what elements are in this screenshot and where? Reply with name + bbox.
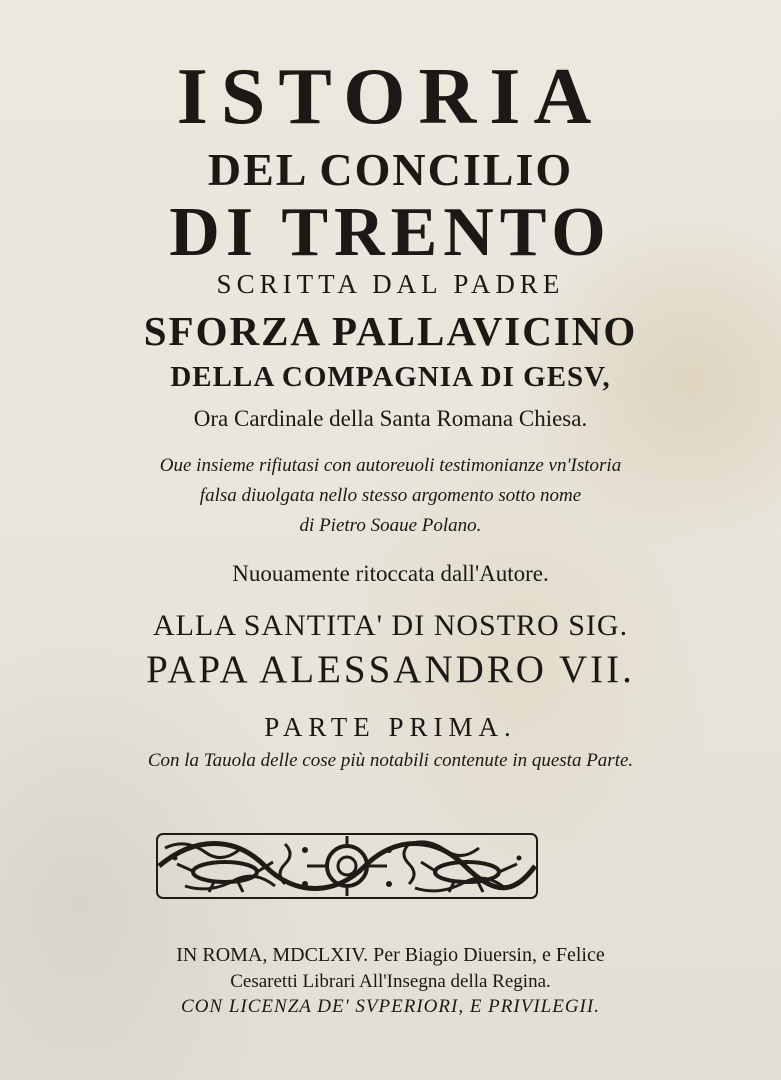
dedication-line-2: PAPA ALESSANDRO VII. [146,648,635,691]
description-line-2: falsa diuolgata nello stesso argomento sotto nome [199,485,582,506]
contents-note: Con la Tauola delle cose più notabili contenute in questa Parte. [147,750,634,771]
part-label: PARTE PRIMA. [264,712,517,742]
author-status: Ora Cardinale della Santa Romana Chiesa. [193,406,588,431]
written-by: SCRITTA DAL PADRE [216,269,565,299]
woodcut-ornament-icon [155,828,539,904]
revision-note: Nuouamente ritoccata dall'Autore. [232,561,549,586]
title-line-1: ISTORIA [176,53,605,141]
title-line-2: DEL CONCILIO [207,144,574,195]
imprint-line-1: IN ROMA, MDCLXIV. Per Biagio Diuersin, e Felice [176,944,605,966]
author-name: SFORZA PALLAVICINO [143,308,638,354]
title-line-3: DI TRENTO [169,194,612,271]
description-line-3: di Pietro Soaue Polano. [299,515,482,536]
author-order: DELLA COMPAGNIA DI GESV, [170,361,611,393]
description-line-1: Oue insieme rifiutasi con autoreuoli testimonianze vn'Istoria [159,455,622,476]
dedication-line-1: ALLA SANTITA' DI NOSTRO SIG. [152,609,629,642]
imprint-line-3: CON LICENZA DE' SVPERIORI, E PRIVILEGII. [181,996,600,1017]
imprint-line-2: Cesaretti Librari All'Insegna della Regina. [230,971,551,992]
